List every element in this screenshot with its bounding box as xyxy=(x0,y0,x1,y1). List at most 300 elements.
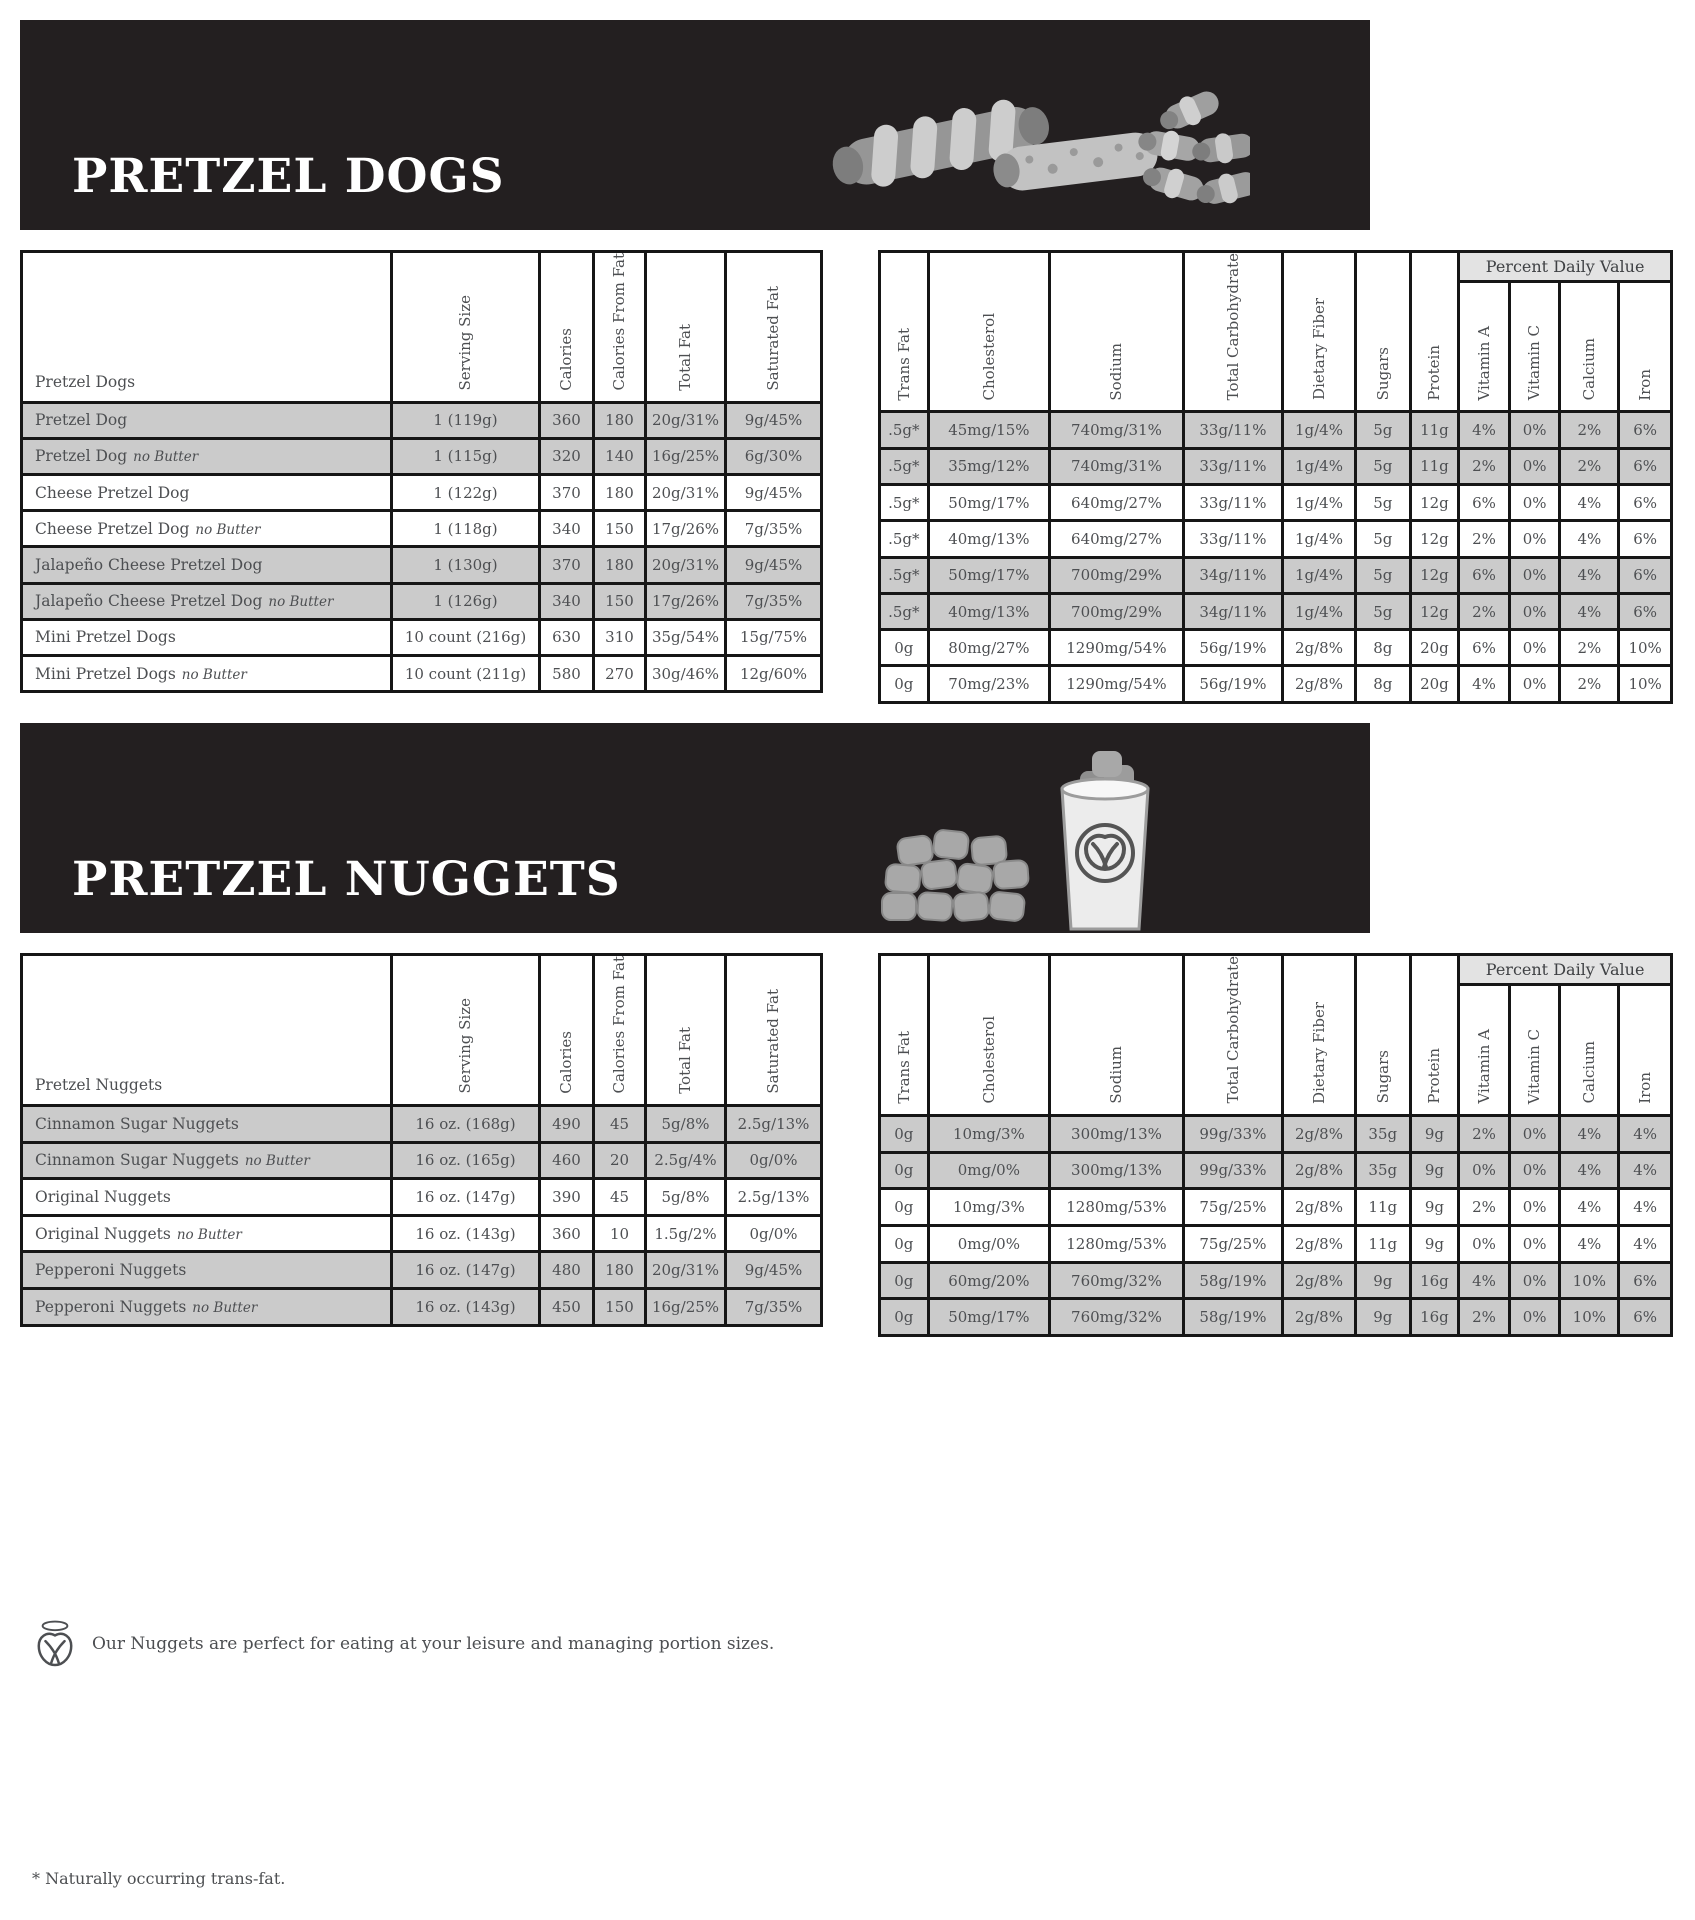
cell-dietary-fiber: 2g/8% xyxy=(1283,666,1356,702)
cell-total-carbohydrate: 33g/11% xyxy=(1183,412,1282,448)
cell-item-name xyxy=(22,438,392,474)
cell-protein: 20g xyxy=(1410,630,1459,666)
cell-cholesterol: 70mg/23% xyxy=(928,666,1050,702)
cell-calories-from-fat: 45 xyxy=(594,1179,646,1216)
cell-item-name xyxy=(22,1105,392,1142)
cell-vitamin-a: 2% xyxy=(1459,1115,1510,1152)
cell-calories-from-fat: 180 xyxy=(594,474,646,510)
cell-item-name xyxy=(22,1179,392,1216)
cell-sugars: 8g xyxy=(1355,666,1410,702)
cell-serving-size: 10 count (216g) xyxy=(392,619,540,655)
cell-vitamin-a: 4% xyxy=(1459,666,1510,702)
cell-iron: 4% xyxy=(1619,1189,1672,1226)
col-total-carbohydrate xyxy=(1183,955,1282,1115)
cell-vitamin-a: 4% xyxy=(1459,412,1510,448)
column-label: Dietary Fiber xyxy=(1309,1001,1328,1104)
cell-calories-from-fat: 310 xyxy=(594,619,646,655)
table-row xyxy=(22,1252,822,1289)
cell-calcium: 4% xyxy=(1560,1152,1619,1189)
cell-dietary-fiber: 2g/8% xyxy=(1283,630,1356,666)
cell-iron: 6% xyxy=(1619,1262,1672,1299)
cell-calories: 370 xyxy=(540,547,594,583)
item-name: Cheese Pretzel Dog xyxy=(35,519,190,538)
cell-serving-size: 16 oz. (147g) xyxy=(392,1252,540,1289)
cell-vitamin-a: 6% xyxy=(1459,484,1510,520)
cell-serving-size: 16 oz. (147g) xyxy=(392,1179,540,1216)
cell-vitamin-a: 2% xyxy=(1459,593,1510,629)
col-trans-fat xyxy=(880,955,929,1115)
column-label: Calcium xyxy=(1580,338,1599,401)
col-vitamin-c xyxy=(1509,281,1560,411)
cell-vitamin-a: 4% xyxy=(1459,1262,1510,1299)
cell-sodium: 1290mg/54% xyxy=(1050,630,1184,666)
column-label: Serving Size xyxy=(456,295,475,391)
cell-serving-size: 1 (119g) xyxy=(392,402,540,438)
cell-sugars: 9g xyxy=(1355,1299,1410,1336)
cell-vitamin-c: 0% xyxy=(1509,557,1560,593)
cell-trans-fat: 0g xyxy=(880,630,929,666)
table-row xyxy=(880,412,1672,448)
item-name: Jalapeño Cheese Pretzel Dog xyxy=(35,592,263,611)
cell-total-carbohydrate: 75g/25% xyxy=(1183,1189,1282,1226)
table-row xyxy=(880,1299,1672,1336)
cell-total-fat: 20g/31% xyxy=(646,474,726,510)
cell-protein: 9g xyxy=(1410,1152,1459,1189)
cell-total-fat: 16g/25% xyxy=(646,438,726,474)
header-row xyxy=(22,252,822,403)
pretzel-nuggets-tables xyxy=(20,953,1675,1326)
cell-protein: 16g xyxy=(1410,1299,1459,1336)
cell-sodium: 700mg/29% xyxy=(1050,593,1184,629)
col-calcium xyxy=(1560,985,1619,1115)
cell-vitamin-a: 2% xyxy=(1459,1189,1510,1226)
cell-calcium: 4% xyxy=(1560,557,1619,593)
cell-calories: 630 xyxy=(540,619,594,655)
col-calories xyxy=(540,252,594,403)
item-name-suffix: no Butter xyxy=(268,594,334,611)
cell-calories: 340 xyxy=(540,583,594,619)
cell-trans-fat: .5g* xyxy=(880,557,929,593)
cell-total-fat: 20g/31% xyxy=(646,402,726,438)
cell-vitamin-a: 6% xyxy=(1459,557,1510,593)
cell-saturated-fat: 15g/75% xyxy=(726,619,822,655)
cell-total-fat: 20g/31% xyxy=(646,547,726,583)
cell-cholesterol: 40mg/13% xyxy=(928,593,1050,629)
cell-protein: 16g xyxy=(1410,1262,1459,1299)
cell-calories: 450 xyxy=(540,1289,594,1326)
cell-calories: 360 xyxy=(540,402,594,438)
cell-dietary-fiber: 1g/4% xyxy=(1283,412,1356,448)
cell-sugars: 5g xyxy=(1355,412,1410,448)
cell-sugars: 35g xyxy=(1355,1115,1410,1152)
cell-total-fat: 5g/8% xyxy=(646,1179,726,1216)
col-iron xyxy=(1619,985,1672,1115)
cell-cholesterol: 60mg/20% xyxy=(928,1262,1050,1299)
cell-calories: 480 xyxy=(540,1252,594,1289)
pretzel-dogs-photo xyxy=(820,62,1250,228)
cell-total-fat: 16g/25% xyxy=(646,1289,726,1326)
column-label: Total Fat xyxy=(676,323,695,391)
cell-trans-fat: .5g* xyxy=(880,448,929,484)
cell-protein: 12g xyxy=(1410,484,1459,520)
cell-dietary-fiber: 1g/4% xyxy=(1283,448,1356,484)
cell-saturated-fat: 9g/45% xyxy=(726,474,822,510)
table-row xyxy=(22,474,822,510)
cell-calcium: 2% xyxy=(1560,412,1619,448)
cell-cholesterol: 45mg/15% xyxy=(928,412,1050,448)
column-label: Cholesterol xyxy=(979,312,998,401)
pretzel-halo-icon xyxy=(34,1619,76,1669)
cell-calories: 320 xyxy=(540,438,594,474)
cell-total-carbohydrate: 99g/33% xyxy=(1183,1152,1282,1189)
nuggets-micro-table xyxy=(878,953,1673,1337)
cell-sugars: 5g xyxy=(1355,593,1410,629)
cell-trans-fat: .5g* xyxy=(880,521,929,557)
item-name: Cheese Pretzel Dog xyxy=(35,483,190,502)
cell-trans-fat: 0g xyxy=(880,1189,929,1226)
cell-vitamin-c: 0% xyxy=(1509,593,1560,629)
cell-cholesterol: 10mg/3% xyxy=(928,1189,1050,1226)
cell-serving-size: 16 oz. (168g) xyxy=(392,1105,540,1142)
col-iron xyxy=(1619,281,1672,411)
cell-calcium: 4% xyxy=(1560,1115,1619,1152)
cell-dietary-fiber: 1g/4% xyxy=(1283,593,1356,629)
cell-protein: 9g xyxy=(1410,1115,1459,1152)
cell-total-carbohydrate: 34g/11% xyxy=(1183,593,1282,629)
cell-sugars: 5g xyxy=(1355,484,1410,520)
cell-vitamin-c: 0% xyxy=(1509,521,1560,557)
cell-serving-size: 10 count (211g) xyxy=(392,656,540,692)
item-name-suffix: no Butter xyxy=(195,521,261,538)
cell-serving-size: 1 (130g) xyxy=(392,547,540,583)
cell-calories: 340 xyxy=(540,511,594,547)
cell-saturated-fat: 2.5g/13% xyxy=(726,1105,822,1142)
cell-calories: 370 xyxy=(540,474,594,510)
col-saturated-fat xyxy=(726,955,822,1106)
cell-sodium: 640mg/27% xyxy=(1050,484,1184,520)
cell-dietary-fiber: 2g/8% xyxy=(1283,1115,1356,1152)
pretzel-nuggets-photo xyxy=(880,741,1180,933)
cell-total-carbohydrate: 34g/11% xyxy=(1183,557,1282,593)
dogs-macro-rows xyxy=(22,402,822,692)
header-row xyxy=(22,955,822,1106)
cell-dietary-fiber: 2g/8% xyxy=(1283,1299,1356,1336)
item-name: Pepperoni Nuggets xyxy=(35,1261,187,1280)
cell-calories: 360 xyxy=(540,1215,594,1252)
cell-cholesterol: 10mg/3% xyxy=(928,1115,1050,1152)
cell-vitamin-c: 0% xyxy=(1509,1115,1560,1152)
cell-trans-fat: .5g* xyxy=(880,484,929,520)
cell-sugars: 35g xyxy=(1355,1152,1410,1189)
percent-daily-value-header: Percent Daily Value xyxy=(1459,955,1672,985)
item-name: Pepperoni Nuggets xyxy=(35,1297,187,1316)
column-label: Vitamin C xyxy=(1525,1028,1544,1104)
cell-calories-from-fat: 10 xyxy=(594,1215,646,1252)
cell-calories-from-fat: 140 xyxy=(594,438,646,474)
cell-calcium: 4% xyxy=(1560,521,1619,557)
cell-item-name xyxy=(22,402,392,438)
cell-trans-fat: 0g xyxy=(880,666,929,702)
nugget-pile-illustration xyxy=(882,830,1029,922)
cell-vitamin-c: 0% xyxy=(1509,1152,1560,1189)
cell-vitamin-c: 0% xyxy=(1509,412,1560,448)
nuggets-macro-rows xyxy=(22,1105,822,1325)
cell-cholesterol: 50mg/17% xyxy=(928,557,1050,593)
cell-calcium: 4% xyxy=(1560,593,1619,629)
pretzel-dogs-title: PRETZEL DOGS xyxy=(72,149,505,204)
cell-trans-fat: .5g* xyxy=(880,412,929,448)
cell-sugars: 11g xyxy=(1355,1189,1410,1226)
cell-item-name xyxy=(22,1289,392,1326)
cell-total-fat: 1.5g/2% xyxy=(646,1215,726,1252)
cell-total-carbohydrate: 33g/11% xyxy=(1183,448,1282,484)
cell-sugars: 5g xyxy=(1355,448,1410,484)
cell-sodium: 640mg/27% xyxy=(1050,521,1184,557)
cell-cholesterol: 40mg/13% xyxy=(928,521,1050,557)
cell-calcium: 10% xyxy=(1560,1262,1619,1299)
cell-calories: 390 xyxy=(540,1179,594,1216)
table-row xyxy=(880,666,1672,702)
cell-item-name xyxy=(22,511,392,547)
cell-saturated-fat: 6g/30% xyxy=(726,438,822,474)
item-name: Mini Pretzel Dogs xyxy=(35,628,176,647)
item-name-suffix: no Butter xyxy=(192,1299,258,1316)
cell-serving-size: 1 (115g) xyxy=(392,438,540,474)
cell-iron: 4% xyxy=(1619,1115,1672,1152)
item-name: Jalapeño Cheese Pretzel Dog xyxy=(35,556,263,575)
column-label: Total Fat xyxy=(676,1027,695,1094)
column-label: Calories xyxy=(557,327,576,391)
cell-vitamin-c: 0% xyxy=(1509,1225,1560,1262)
cell-saturated-fat: 9g/45% xyxy=(726,1252,822,1289)
cell-calories: 580 xyxy=(540,656,594,692)
item-name: Cinnamon Sugar Nuggets xyxy=(35,1114,239,1133)
col-total-fat xyxy=(646,955,726,1106)
header-row xyxy=(880,955,1672,985)
cell-cholesterol: 50mg/17% xyxy=(928,1299,1050,1336)
cell-dietary-fiber: 2g/8% xyxy=(1283,1262,1356,1299)
cell-calories-from-fat: 180 xyxy=(594,547,646,583)
cell-item-name xyxy=(22,474,392,510)
col-sodium xyxy=(1050,252,1184,412)
cell-sugars: 11g xyxy=(1355,1225,1410,1262)
column-label: Protein xyxy=(1425,344,1444,401)
cell-item-name xyxy=(22,619,392,655)
cell-saturated-fat: 9g/45% xyxy=(726,402,822,438)
cell-saturated-fat: 2.5g/13% xyxy=(726,1179,822,1216)
cell-total-carbohydrate: 56g/19% xyxy=(1183,666,1282,702)
table-row xyxy=(22,583,822,619)
cell-vitamin-c: 0% xyxy=(1509,1189,1560,1226)
cell-protein: 11g xyxy=(1410,412,1459,448)
cell-total-fat: 17g/26% xyxy=(646,583,726,619)
cell-calcium: 2% xyxy=(1560,666,1619,702)
item-name: Original Nuggets xyxy=(35,1188,171,1207)
cell-sodium: 1280mg/53% xyxy=(1050,1189,1184,1226)
cell-cholesterol: 0mg/0% xyxy=(928,1152,1050,1189)
cell-calcium: 10% xyxy=(1560,1299,1619,1336)
table-row xyxy=(880,1189,1672,1226)
col-total-fat xyxy=(646,252,726,403)
nuggets-macro-table xyxy=(20,953,823,1326)
cell-calories-from-fat: 180 xyxy=(594,1252,646,1289)
item-name: Mini Pretzel Dogs xyxy=(35,664,176,683)
cell-total-carbohydrate: 33g/11% xyxy=(1183,484,1282,520)
cell-iron: 6% xyxy=(1619,484,1672,520)
cell-sodium: 1290mg/54% xyxy=(1050,666,1184,702)
cell-trans-fat: 0g xyxy=(880,1152,929,1189)
column-label: Saturated Fat xyxy=(764,989,783,1094)
cell-vitamin-c: 0% xyxy=(1509,448,1560,484)
cell-sugars: 8g xyxy=(1355,630,1410,666)
trans-fat-footnote: * Naturally occurring trans-fat. xyxy=(32,1868,286,1888)
item-name: Pretzel Dog xyxy=(35,447,128,466)
cell-total-fat: 17g/26% xyxy=(646,511,726,547)
cell-total-carbohydrate: 58g/19% xyxy=(1183,1299,1282,1336)
col-cholesterol xyxy=(928,955,1050,1115)
table-label: Pretzel Dogs xyxy=(22,252,392,403)
table-row xyxy=(880,484,1672,520)
cell-iron: 10% xyxy=(1619,630,1672,666)
cell-iron: 6% xyxy=(1619,557,1672,593)
item-name: Cinnamon Sugar Nuggets xyxy=(35,1151,239,1170)
cell-sugars: 9g xyxy=(1355,1262,1410,1299)
cell-total-fat: 20g/31% xyxy=(646,1252,726,1289)
cell-sugars: 5g xyxy=(1355,557,1410,593)
cell-trans-fat: .5g* xyxy=(880,593,929,629)
table-label: Pretzel Nuggets xyxy=(22,955,392,1106)
cell-sodium: 760mg/32% xyxy=(1050,1299,1184,1336)
col-calories xyxy=(540,955,594,1106)
table-row xyxy=(880,1225,1672,1262)
col-cholesterol xyxy=(928,252,1050,412)
cell-total-carbohydrate: 58g/19% xyxy=(1183,1262,1282,1299)
dogs-micro-table xyxy=(878,250,1673,704)
col-vitamin-a xyxy=(1459,281,1510,411)
item-name: Pretzel Dog xyxy=(35,411,128,430)
dogs-macro-table xyxy=(20,250,823,693)
cell-item-name xyxy=(22,583,392,619)
pretzel-dogs-banner xyxy=(20,20,1370,230)
item-name: Original Nuggets xyxy=(35,1224,171,1243)
column-label: Dietary Fiber xyxy=(1309,298,1328,401)
cell-serving-size: 1 (118g) xyxy=(392,511,540,547)
column-label: Vitamin A xyxy=(1474,1029,1493,1104)
cell-iron: 10% xyxy=(1619,666,1672,702)
cell-vitamin-a: 0% xyxy=(1459,1152,1510,1189)
item-name-suffix: no Butter xyxy=(181,666,247,683)
column-label: Trans Fat xyxy=(894,327,913,401)
column-label: Calcium xyxy=(1580,1041,1599,1104)
column-label: Iron xyxy=(1635,1071,1654,1104)
col-dietary-fiber xyxy=(1283,252,1356,412)
cell-dietary-fiber: 1g/4% xyxy=(1283,484,1356,520)
cell-protein: 9g xyxy=(1410,1189,1459,1226)
cell-calcium: 2% xyxy=(1560,448,1619,484)
col-calories-from-fat xyxy=(594,955,646,1106)
col-serving-size xyxy=(392,955,540,1106)
cell-vitamin-a: 6% xyxy=(1459,630,1510,666)
col-saturated-fat xyxy=(726,252,822,403)
col-vitamin-c xyxy=(1509,985,1560,1115)
cell-iron: 6% xyxy=(1619,412,1672,448)
cell-calories-from-fat: 150 xyxy=(594,583,646,619)
cell-cholesterol: 0mg/0% xyxy=(928,1225,1050,1262)
table-row xyxy=(22,656,822,692)
col-total-carbohydrate xyxy=(1183,252,1282,412)
cell-iron: 4% xyxy=(1619,1152,1672,1189)
col-vitamin-a xyxy=(1459,985,1510,1115)
cell-iron: 4% xyxy=(1619,1225,1672,1262)
cell-dietary-fiber: 1g/4% xyxy=(1283,557,1356,593)
cell-total-carbohydrate: 75g/25% xyxy=(1183,1225,1282,1262)
table-row xyxy=(880,557,1672,593)
col-calcium xyxy=(1560,281,1619,411)
column-label: Total Carbohydrate xyxy=(1223,956,1242,1104)
cell-sodium: 760mg/32% xyxy=(1050,1262,1184,1299)
cell-sodium: 1280mg/53% xyxy=(1050,1225,1184,1262)
percent-daily-value-header: Percent Daily Value xyxy=(1459,252,1672,282)
cell-calcium: 4% xyxy=(1560,484,1619,520)
table-row xyxy=(880,1115,1672,1152)
cell-serving-size: 16 oz. (165g) xyxy=(392,1142,540,1179)
cell-calories-from-fat: 150 xyxy=(594,511,646,547)
cell-total-fat: 2.5g/4% xyxy=(646,1142,726,1179)
cell-vitamin-c: 0% xyxy=(1509,484,1560,520)
cell-total-carbohydrate: 33g/11% xyxy=(1183,521,1282,557)
column-label: Serving Size xyxy=(456,998,475,1094)
cell-cholesterol: 80mg/27% xyxy=(928,630,1050,666)
cell-dietary-fiber: 2g/8% xyxy=(1283,1152,1356,1189)
cell-calories-from-fat: 150 xyxy=(594,1289,646,1326)
col-sugars xyxy=(1355,252,1410,412)
nuggets-note xyxy=(34,1619,1695,1669)
cell-saturated-fat: 0g/0% xyxy=(726,1142,822,1179)
cell-vitamin-c: 0% xyxy=(1509,666,1560,702)
cell-saturated-fat: 7g/35% xyxy=(726,583,822,619)
mini-pretzel-dogs-illustration xyxy=(1136,85,1250,211)
table-row xyxy=(22,619,822,655)
col-serving-size xyxy=(392,252,540,403)
cell-vitamin-a: 2% xyxy=(1459,521,1510,557)
cell-iron: 6% xyxy=(1619,448,1672,484)
column-label: Calories From Fat xyxy=(610,253,629,391)
table-row xyxy=(22,438,822,474)
cell-calories-from-fat: 45 xyxy=(594,1105,646,1142)
column-label: Sugars xyxy=(1373,347,1392,401)
cell-sodium: 300mg/13% xyxy=(1050,1115,1184,1152)
cell-calories-from-fat: 180 xyxy=(594,402,646,438)
column-label: Iron xyxy=(1635,368,1654,401)
col-protein xyxy=(1410,252,1459,412)
column-label: Calories From Fat xyxy=(610,956,629,1094)
cell-protein: 12g xyxy=(1410,557,1459,593)
cell-protein: 20g xyxy=(1410,666,1459,702)
pretzel-nuggets-banner xyxy=(20,723,1370,933)
cell-trans-fat: 0g xyxy=(880,1225,929,1262)
item-name-suffix: no Butter xyxy=(244,1153,310,1170)
cell-vitamin-a: 2% xyxy=(1459,1299,1510,1336)
cell-vitamin-c: 0% xyxy=(1509,1262,1560,1299)
cell-serving-size: 1 (126g) xyxy=(392,583,540,619)
dogs-micro-rows xyxy=(880,412,1672,702)
column-label: Calories xyxy=(557,1031,576,1094)
cell-trans-fat: 0g xyxy=(880,1115,929,1152)
nuggets-micro-rows xyxy=(880,1115,1672,1335)
column-label: Sodium xyxy=(1107,342,1126,401)
table-row xyxy=(22,547,822,583)
cell-trans-fat: 0g xyxy=(880,1299,929,1336)
